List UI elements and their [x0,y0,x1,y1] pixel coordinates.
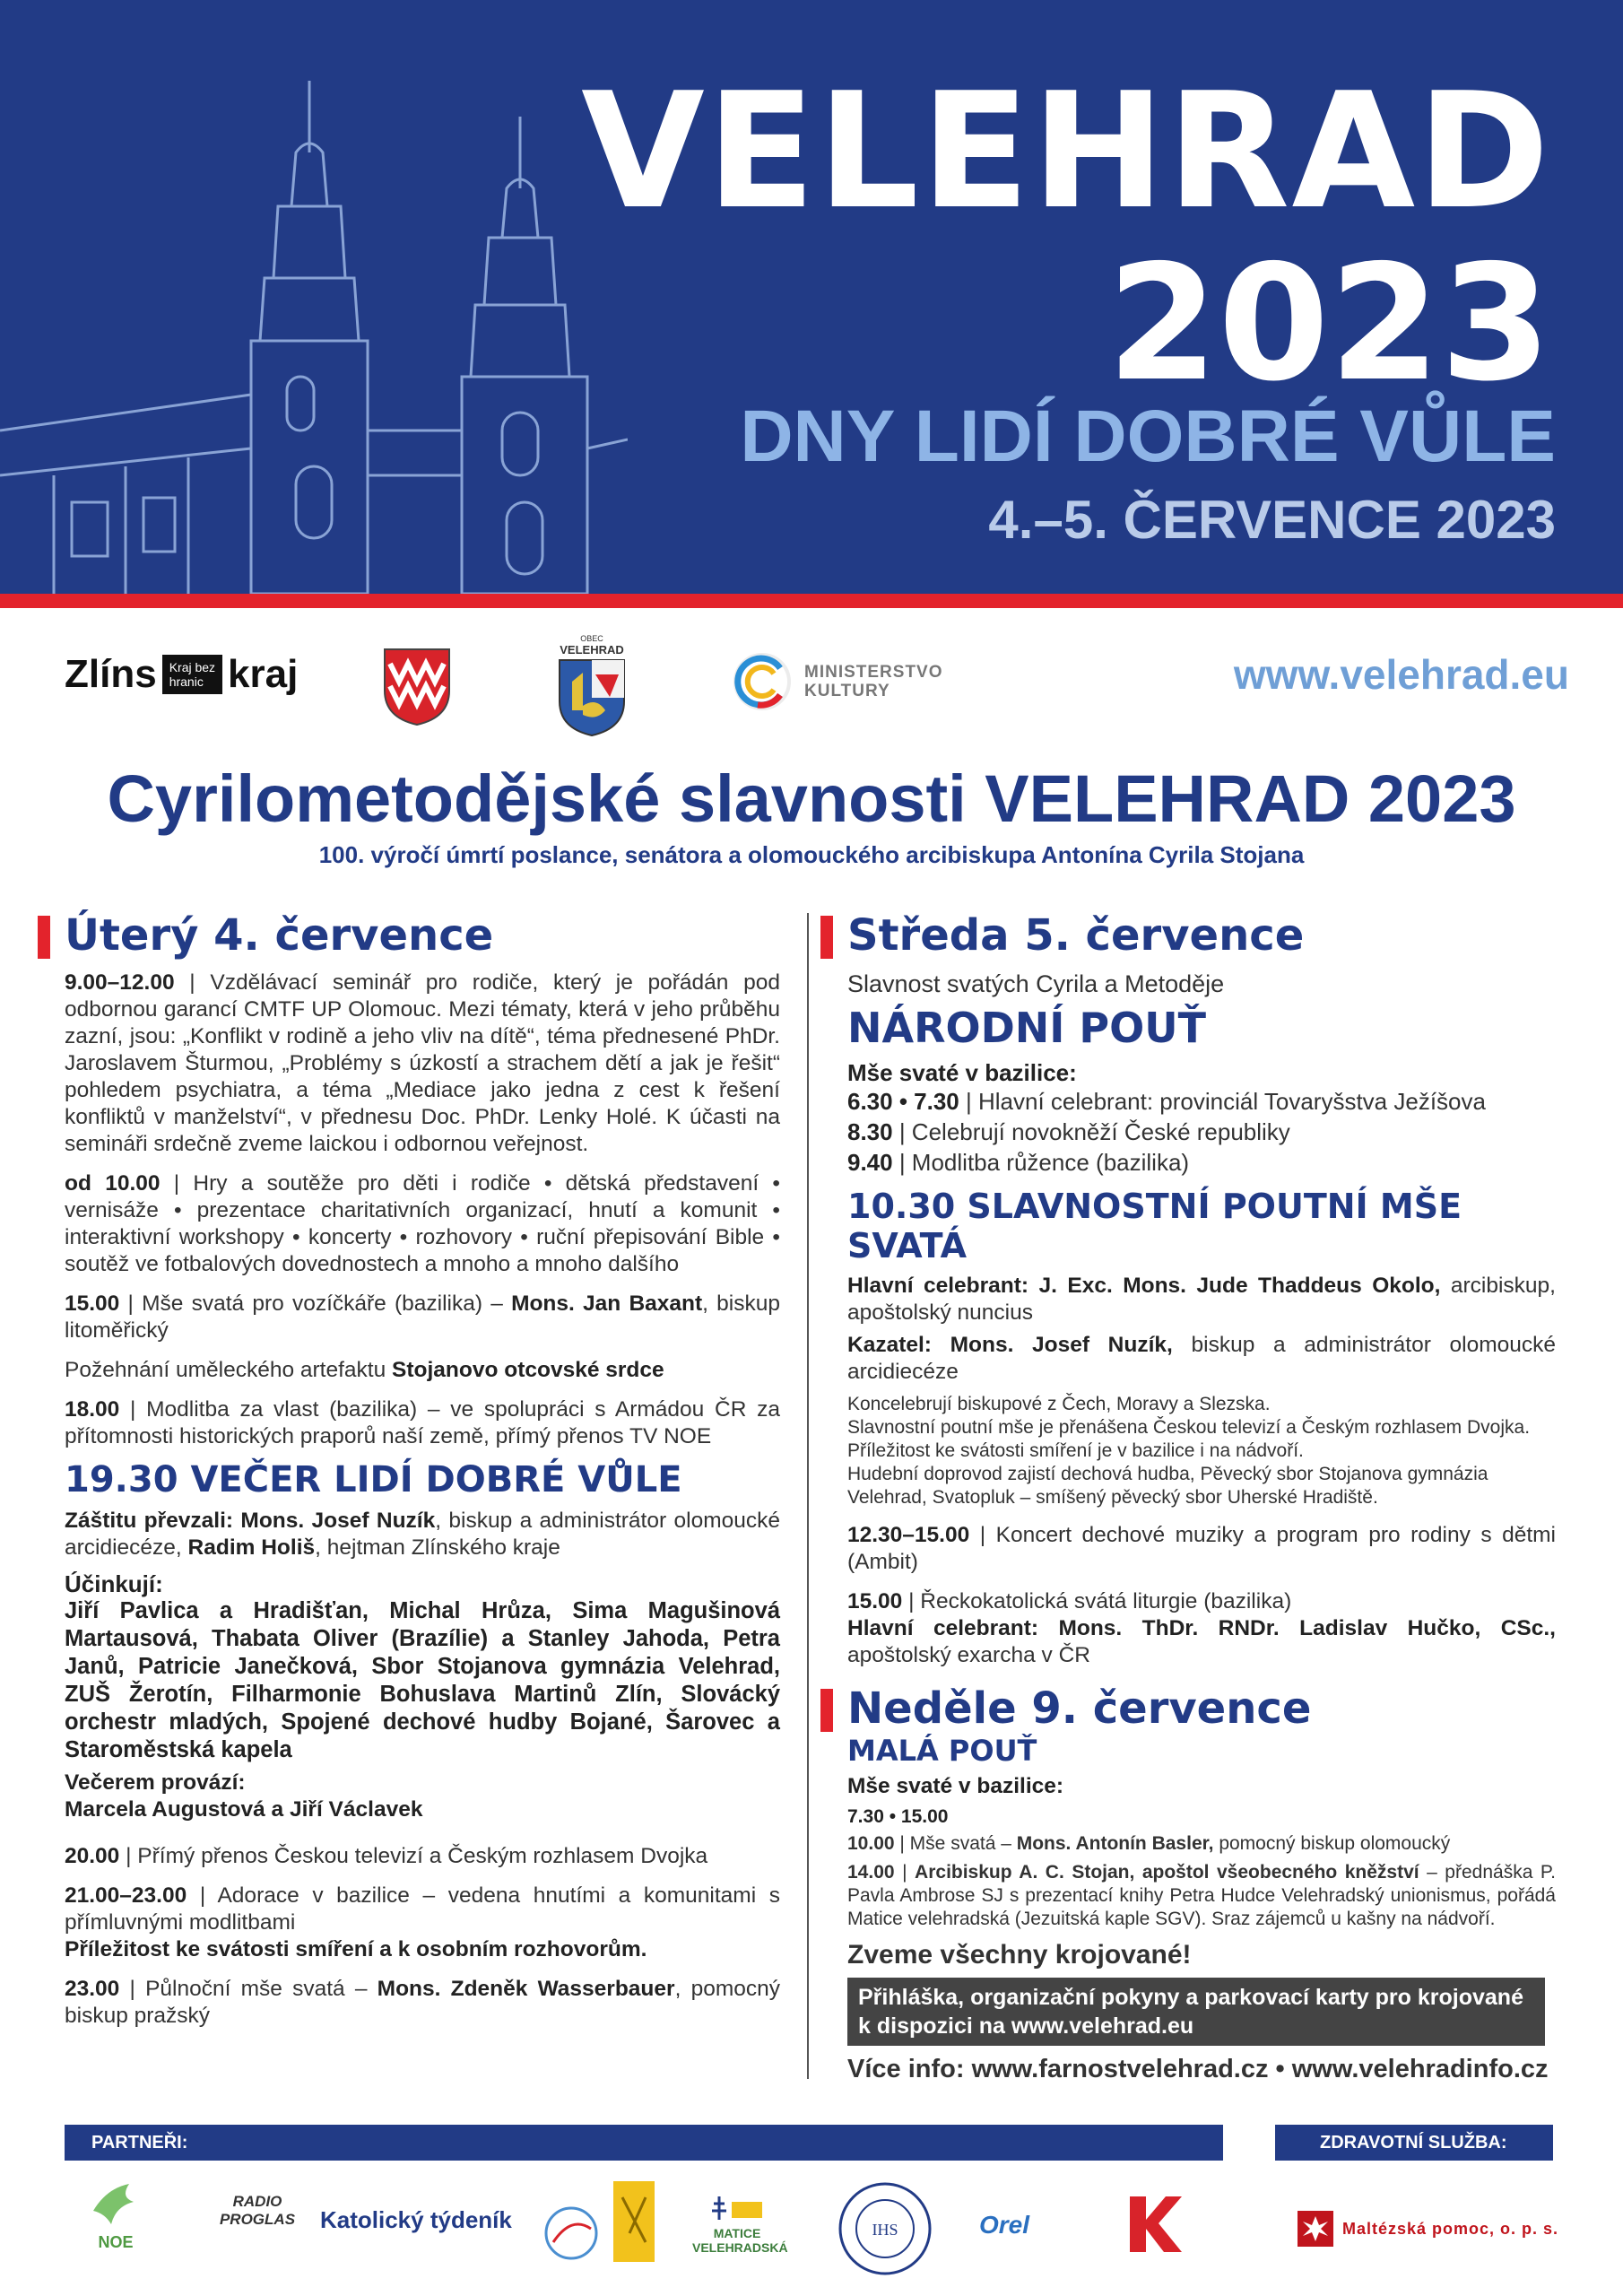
program-item: 15.00 | Mše svatá pro vozíčkáře (bazilika) – Mons. Jan Baxant, biskup litoměřický [65,1292,780,1343]
hosts-label: Večerem provází: [65,1770,246,1795]
section-heading-solemn-mass: 10.30 SLAVNOSTNÍ POUTNÍ MŠE SVATÁ [847,1187,1462,1265]
maltese-aid-logo: Maltézská pomoc, o. p. s. [1298,2211,1558,2247]
greek-celebrant: Hlavní celebrant: Mons. ThDr. RNDr. Ladislav Hučko, CSc., apoštolský exarcha v ČR [847,1616,1556,1667]
confession-note: Příležitost ke svátosti smíření a k osobním rozhovorům. [65,1937,647,1961]
velehrad-coat-of-arms-icon [556,657,628,737]
mass-times: 7.30 • 15.00 [847,1806,949,1827]
partners-bar: PARTNEŘI: [65,2125,1223,2161]
info-line: Hudební doprovod zajistí dechová hudba, Pěvecký sbor Stojanova gymnázia Velehrad, Svatopluk – smíšený pěvecký sbor Uherské Hradiště. [847,1464,1488,1508]
event-dates: 4.–5. ČERVENCE 2023 [988,490,1556,550]
ministry-c-icon [731,650,794,713]
performers-list: Jiří Pavlica a Hradišťan, Michal Hrůza, Sima Magušinová Martausová, Thabata Oliver (Brazílie) a Stanley Jahoda, Petra Janů, Patricie Janečková, Sbor Stojanova gymnázia Velehrad, ZUŠ Žerotín, Filharmonie Bohuslava Martinů Zlín, Slovácký orchestr mladých, Spojené dechové hudby Bojané, Šarovec a Staroměstská kapela [65,1598,780,1762]
program-item: 12.30–15.00 | Koncert dechové muziky a program pro rodiny s dětmi (Ambit) [847,1523,1556,1574]
registration-info-box: Přihláška, organizační pokyny a parkovací karty pro krojované k dispozici na www.velehrad.eu [847,1978,1545,2046]
event-title [581,58,1551,416]
health-service-bar: ZDRAVOTNÍ SLUŽBA: [1275,2125,1553,2161]
mass-item: 10.00 | Mše svatá – Mons. Antonín Basler, pomocný biskup olomoucký [847,1833,1451,1854]
info-line: Příležitost ke svátosti smíření je v bazilice i na nádvoří. [847,1440,1304,1461]
velehrad-municipality-logo: OBEC VELEHRAD [551,634,632,742]
main-celebrant: Hlavní celebrant: J. Exc. Mons. Jude Thaddeus Okolo, arcibiskup, apoštolský nuncius [847,1274,1556,1325]
katolicky-tydenik-logo: Katolický týdeník [320,2206,512,2233]
header-banner [0,0,1623,594]
program-item: 20.00 | Přímý přenos Českou televizí a Českým rozhlasem Dvojka [65,1844,708,1868]
day-heading-sunday: Neděle 9. července [820,1683,1556,1734]
main-subtitle: 100. výročí úmrtí poslance, senátora a olomouckého arcibiskupa Antonína Cyrila Stojana [318,841,1305,868]
program-item: 9.00–12.00 | Vzdělávací seminář pro rodiče, který je pořádán pod odbornou garancí CMTF UP Olomouc. Mezi tématy, která v jeho průběhu zazní, jsou: „Konflikt v rodině a jeho vliv na dítě“, téma přednesené PhDr. Jaroslavem Šturmou, „Problémy s úzkostí a strachem dětí a jak je řešit“ pohledem psychiatra, a téma „Mediace jako jedna z cest k řešení konfliktů v manželství“, v přednesu Doc. PhDr. Lenky Holé. K účasti na semináři srdečně zveme laickou i odbornou veřejnost. [65,970,780,1156]
preacher: Kazatel: Mons. Josef Nuzík, biskup a administrátor olomoucké arcidiecéze [847,1333,1556,1384]
sponsor-logos [63,634,1569,740]
matice-velehradska-logo: MATICE VELEHRADSKÁ [692,2193,782,2255]
lecture-item: 14.00 | Arcibiskup A. C. Stojan, apoštol všeobecného kněžství – přednáška P. Pavla Ambrose SJ s prezentací knihy Petra Hudce Velehradský unionismus, pořádá Matice velehradská (Jezuitská kaple SGV). Sraz zájemců u kašny na nádvoří. [847,1862,1557,1929]
masses-label: Mše svaté v bazilice: [847,1059,1077,1086]
maltese-cross-icon [1298,2211,1333,2247]
hosts-names: Marcela Augustová a Jiří Václavek [65,1797,423,1822]
tuesday-program [38,910,780,2030]
yellow-book-logo-icon [612,2179,656,2265]
event-subtitle: DNY LIDÍ DOBRÉ VŮLE [740,396,1556,477]
main-title: Cyrilometodějské slavnosti VELEHRAD 2023 [107,761,1516,836]
svg-text:IHS: IHS [872,2221,898,2239]
day-heading-tuesday: Úterý 4. července [38,910,780,961]
website-link[interactable]: www.velehrad.eu [1233,651,1569,698]
program-item: Požehnání uměleckého artefaktu Stojanovo otcovské srdce [65,1358,664,1382]
red-shield-coat-of-arms-icon [381,646,453,726]
program-item: 18.00 | Modlitba za vlast (bazilika) – ve spolupráci s Armádou ČR za přítomnosti historických praporů naší země, přímý přenos TV NOE [65,1397,780,1448]
more-info-links[interactable]: Více info: www.farnostvelehrad.cz • www.velehradinfo.cz [847,2055,1549,2083]
section-heading-evening: 19.30 VEČER LIDÍ DOBRÉ VŮLE [65,1459,682,1500]
program-item: 21.00–23.00 | Adorace v bazilice – vedena hnutími a komunitami s přímluvnými modlitbami [65,1883,780,1935]
dove-icon [89,2179,143,2229]
patronage: Záštitu převzali: Mons. Josef Nuzík, biskup a administrátor olomoucké arcidiecéze, Radim Holiš, hejtman Zlínského kraje [65,1509,780,1560]
info-line: Slavnostní poutní mše je přenášena Českou televizí a Českým rozhlasem Dvojka. [847,1417,1531,1438]
radio-proglas-logo: RADIO PROGLAS [219,2193,296,2228]
zlin-region-logo: Zlíns Kraj bez hranic kraj [65,652,299,696]
small-pilgrimage-heading: MALÁ POUŤ [847,1734,1037,1768]
k-logo-icon [1123,2193,1185,2256]
seal-logo-icon [836,2179,934,2278]
mass-item: 6.30 • 7.30 | Hlavní celebrant: provinciál Tovaryšstva Ježíšova [847,1088,1486,1115]
info-line: Koncelebrují biskupové z Čech, Moravy a Slezska. [847,1394,1271,1414]
title-year: 2023 [1107,230,1551,416]
ministry-of-culture-logo: MINISTERSTVO KULTURY [731,650,943,713]
program-item: 15.00 | Řeckokatolická svátá liturgie (bazilika) [847,1589,1292,1613]
performers-label: Účinkují: [65,1570,163,1597]
national-pilgrimage-heading: NÁRODNÍ POUŤ [847,1004,1206,1052]
program-item: 23.00 | Půlnoční mše svatá – Mons. Zdeněk Wasserbauer, pomocný biskup pražský [65,1977,780,2028]
program-item: od 10.00 | Hry a soutěže pro děti i rodiče • dětská představení • vernisáže • prezentace charitativních organizací, hnutí a komunit • interaktivní workshopy • koncerty • rozhovory • ruční přepisování Bible • soutěž ve fotbalových dovednostech a mnoho a mnoho dalšího [65,1171,780,1276]
charity-logo-icon [526,2179,607,2269]
noe-logo: NOE [84,2179,147,2252]
mass-item: 9.40 | Modlitba růžence (bazilika) [847,1149,1190,1176]
wednesday-program [820,910,1556,2084]
column-divider [807,913,809,2079]
red-stripe [0,594,1623,608]
partner-logos [65,2179,1571,2278]
feast-name: Slavnost svatých Cyrila a Metoděje [847,970,1225,997]
cross-icon [710,2193,764,2223]
invitation-folk-costumes: Zveme všechny krojované! [847,1940,1192,1970]
orel-logo: Orel [979,2211,1030,2239]
day-heading-wednesday: Středa 5. července [820,910,1556,961]
title-velehrad: VELEHRAD [581,58,1551,244]
basilica-towers-illustration [0,54,628,594]
mass-item: 8.30 | Celebrují novokněží České republiky [847,1118,1290,1145]
masses-label-sunday: Mše svaté v bazilice: [847,1774,1064,1798]
